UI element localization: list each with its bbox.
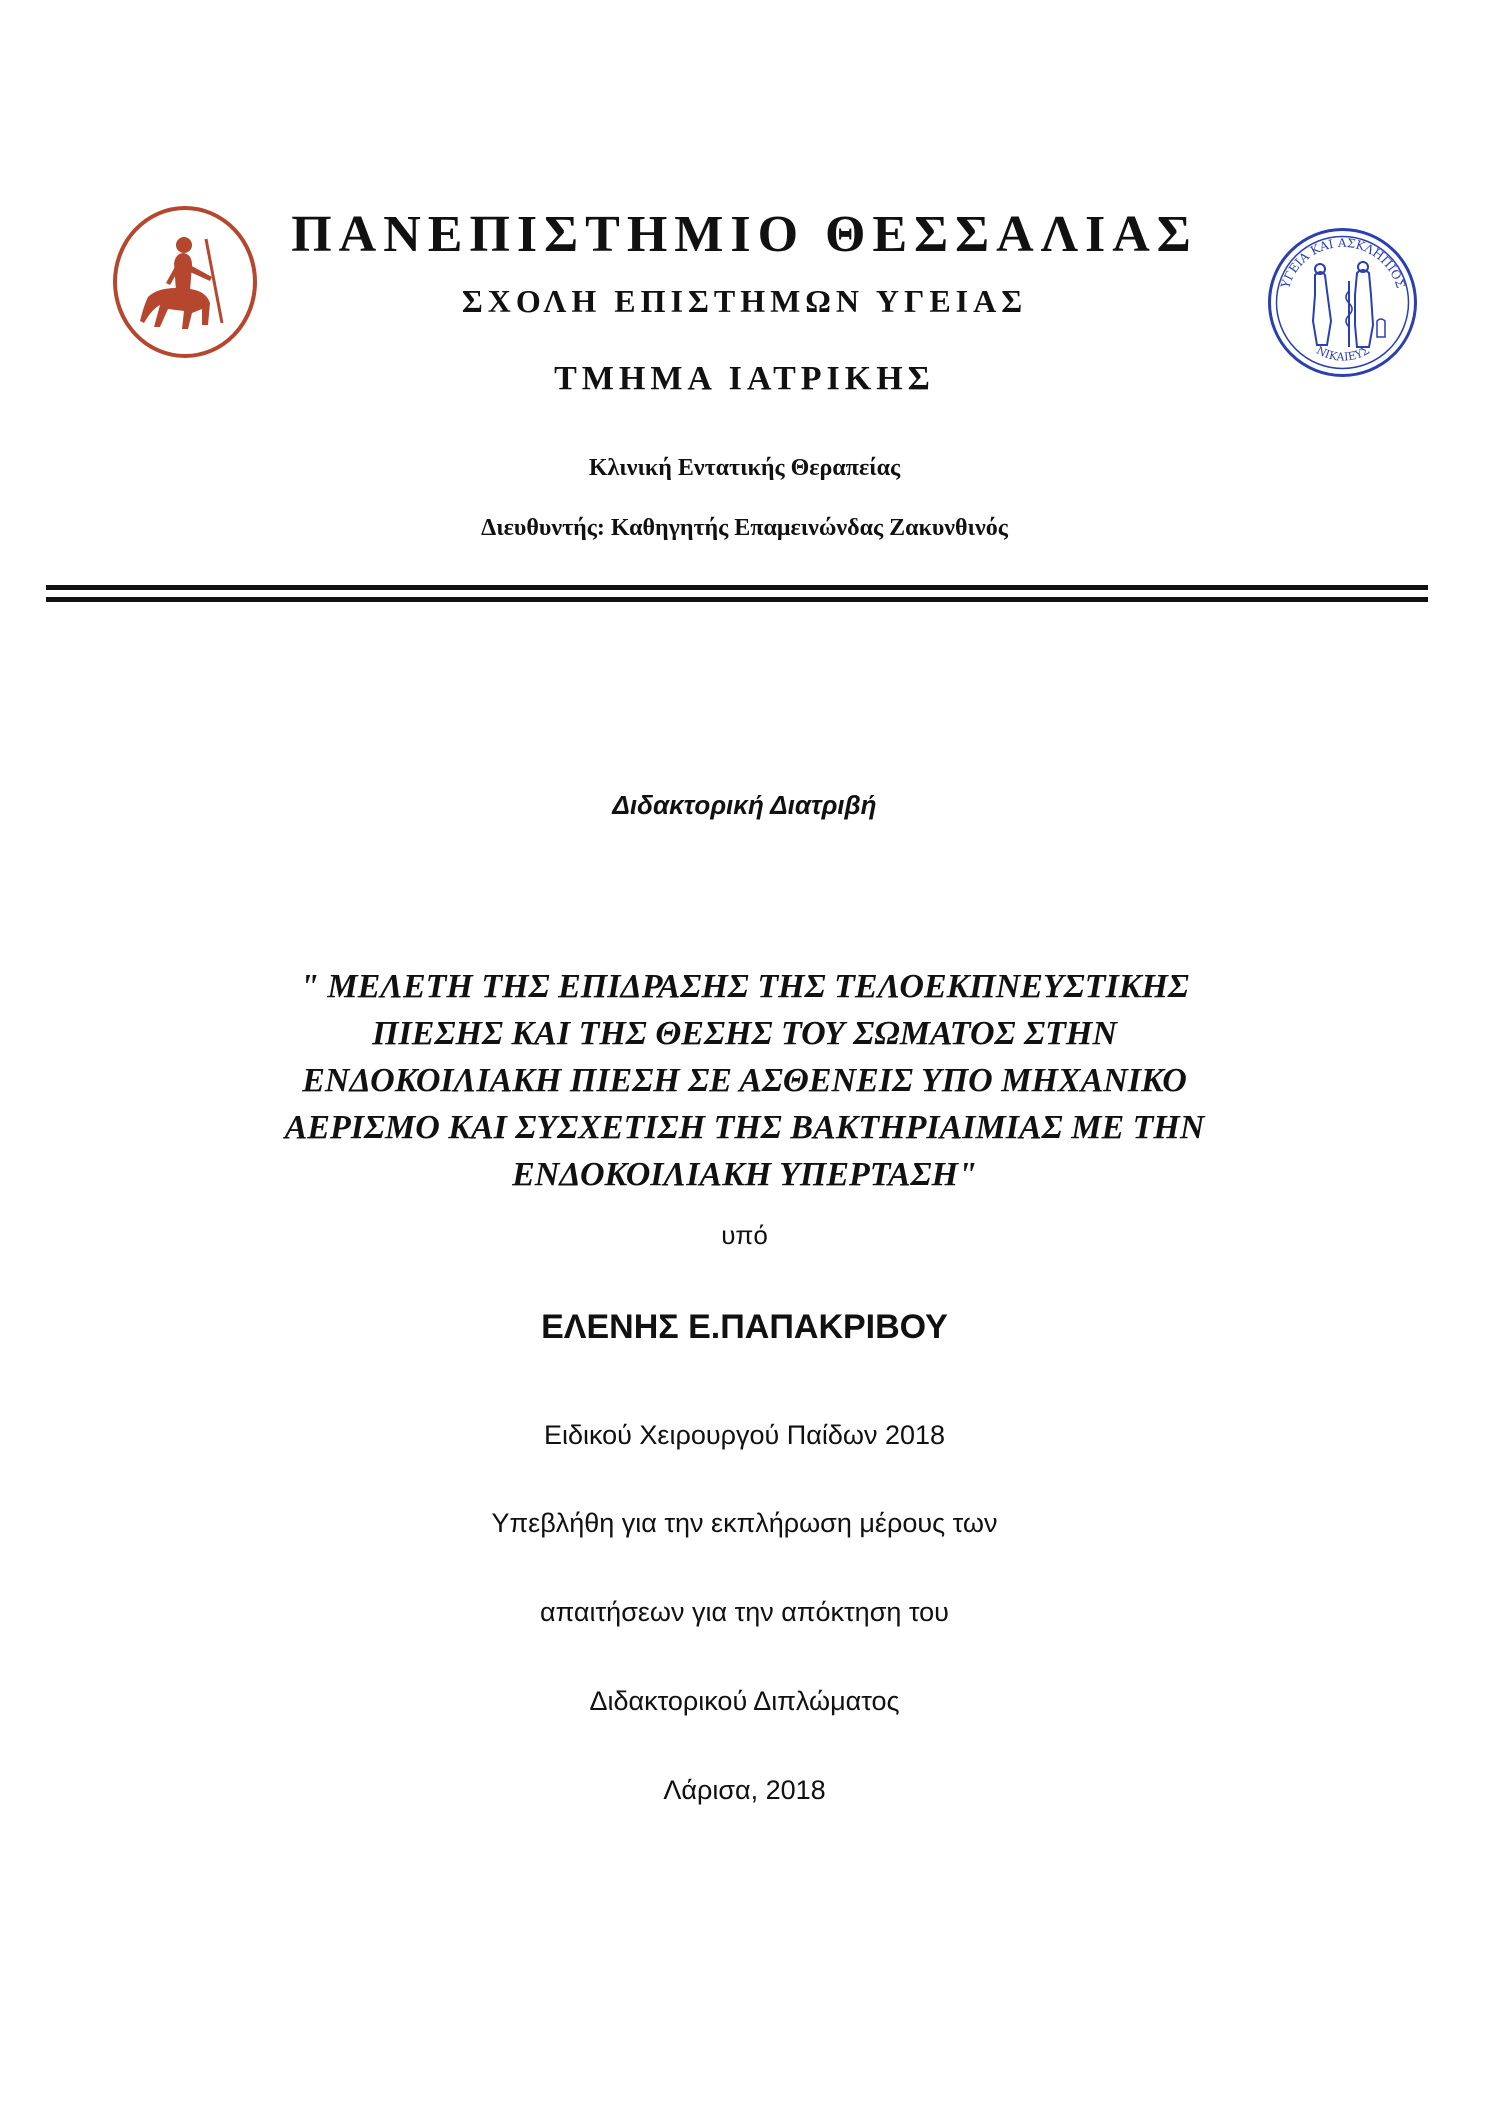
- by-label: υπό: [721, 1220, 768, 1250]
- thesis-title: [0, 963, 1489, 1198]
- thesis-title-line: ΠΙΕΣΗΣ ΚΑΙ ΤΗΣ ΘΕΣΗΣ ΤΟΥ ΣΩΜΑΤΟΣ ΣΤΗΝ: [372, 1015, 1117, 1052]
- document-type: Διδακτορική Διατριβή: [612, 790, 877, 820]
- director-line: Διευθυντής: Καθηγητής Επαμεινώνδας Ζακυνθινός: [481, 515, 1008, 541]
- school-name: ΣΧΟΛΗ ΕΠΙΣΤΗΜΩΝ ΥΓΕΙΑΣ: [461, 283, 1028, 319]
- header-divider-bottom: [46, 597, 1428, 602]
- department-name: ΤΜΗΜΑ ΙΑΤΡΙΚΗΣ: [554, 360, 935, 397]
- header-divider-top: [46, 585, 1428, 590]
- thesis-title-line: ΑΕΡΙΣΜΟ ΚΑΙ ΣΥΣΧΕΤΙΣΗ ΤΗΣ ΒΑΚΤΗΡΙΑΙΜΙΑΣ ΜΕ ΤΗΝ: [284, 1109, 1205, 1146]
- thesis-title-line: ΕΝΔΟΚΟΙΛΙΑΚΗ ΥΠΕΡΤΑΣΗ": [512, 1156, 977, 1193]
- seal-text-top: ΥΓΕΙΑ ΚΑΙ ΑΣΚΛΗΠΙΟΣ: [1278, 235, 1408, 290]
- submission-statement-line: Υπεβλήθη για την εκπλήρωση μέρους των: [491, 1508, 998, 1538]
- degree-name: Διδακτορικού Διπλώματος: [589, 1686, 900, 1716]
- clinic-name: Κλινική Εντατικής Θεραπείας: [588, 455, 901, 481]
- author-specialty: Ειδικού Χειρουργού Παίδων 2018: [543, 1420, 946, 1450]
- author-name: ΕΛΕΝΗΣ Ε.ΠΑΠΑΚΡΙΒΟΥ: [541, 1308, 948, 1346]
- place-and-year: Λάρισα, 2018: [663, 1775, 826, 1805]
- university-name: ΠΑΝΕΠΙΣΤΗΜΙΟ ΘΕΣΣΑΛΙΑΣ: [291, 206, 1198, 263]
- thesis-title-line: " ΜΕΛΕΤΗ ΤΗΣ ΕΠΙΔΡΑΣΗΣ ΤΗΣ ΤΕΛΟΕΚΠΝΕΥΣΤΙΚΗΣ: [300, 968, 1189, 1005]
- seal-text-bottom: ΝΙΚΑΙΕΥΣ: [1314, 343, 1372, 364]
- submission-statement-line: απαιτήσεων για την απόκτηση του: [540, 1597, 949, 1627]
- thesis-title-line: ΕΝΔΟΚΟΙΛΙΑΚΗ ΠΙΕΣΗ ΣΕ ΑΣΘΕΝΕΙΣ ΥΠΟ ΜΗΧΑΝΙΚΟ: [302, 1062, 1187, 1099]
